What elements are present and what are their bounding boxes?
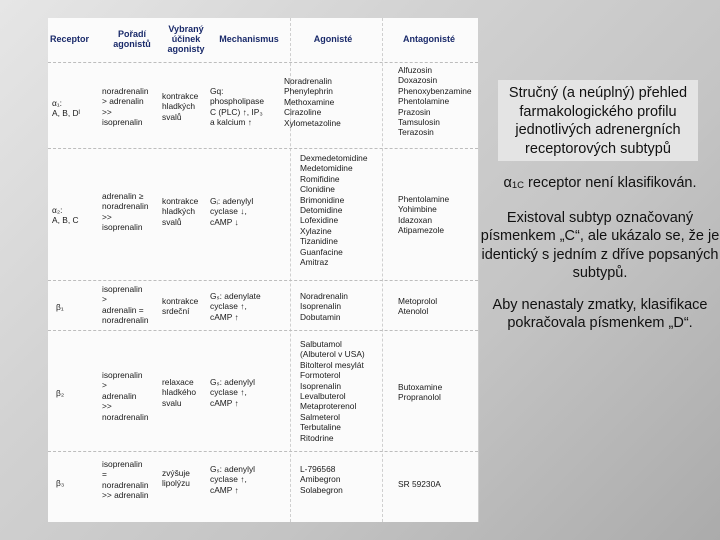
row4-antagonists: Butoxamine Propranolol bbox=[398, 382, 443, 403]
row1-order: noradrenalin > adrenalin >> isoprenalin bbox=[102, 86, 149, 128]
header-mechanism: Mechanismus bbox=[219, 34, 279, 44]
header-antagonists: Antagonisté bbox=[402, 34, 455, 44]
row2-agonists: Dexmedetomidine Medetomidine Romifidine Clonidine Brimonidine Detomidine Lofexidine Xylazine Tizanidine Guanfacine Amitraz bbox=[300, 153, 368, 268]
row2-effect: kontrakce hladkých svalů bbox=[162, 196, 199, 227]
alpha1c-text: receptor není klasifikován. bbox=[524, 175, 697, 191]
intro-note: Stručný (a neúplný) přehled farmakologického profilu jednotlivých adrenergních receptorových subtypů bbox=[498, 80, 698, 161]
row3-antagonists: Metoprolol Atenolol bbox=[398, 296, 438, 317]
row1-agonists: Noradrenalin Phenylephrin Methoxamine Cirazoline Xylometazoline bbox=[284, 76, 341, 128]
row3-agonists: Noradrenalin Isoprenalin Dobutamin bbox=[300, 291, 348, 322]
side-notes bbox=[480, 80, 720, 346]
subtype-c-note: Existoval subtyp označovaný písmenkem „C“, ale ukázalo se, že je identický s jedním z dříve popsaných subtypů. bbox=[480, 209, 720, 281]
row-divider bbox=[48, 451, 478, 452]
row-divider bbox=[48, 330, 478, 331]
header-order: Pořadí agonistů bbox=[113, 29, 151, 49]
row1-mechanism: Gq: phospholipase C (PLC) ↑, IP₃ a kalcium ↑ bbox=[210, 86, 265, 128]
alpha-subscript: 1C bbox=[511, 180, 525, 191]
row4-order: isoprenalin > adrenalin >> noradrenalin bbox=[102, 370, 149, 422]
row2-order: adrenalin ≥ noradrenalin >> isoprenalin bbox=[102, 191, 149, 233]
row-divider bbox=[48, 148, 478, 149]
row5-agonists: L-796568 Amibegron Solabegron bbox=[300, 464, 343, 495]
row5-effect: zvýšuje lipolýzu bbox=[162, 468, 190, 489]
row5-receptor: β₃ bbox=[56, 478, 65, 488]
row4-mechanism: Gₛ: adenylyl cyclase ↑, cAMP ↑ bbox=[210, 377, 256, 408]
row3-mechanism: Gₛ: adenylate cyclase ↑, cAMP ↑ bbox=[210, 291, 261, 322]
row3-order: isoprenalin > adrenalin = noradrenalin bbox=[102, 284, 149, 326]
row-divider bbox=[48, 62, 478, 63]
column-divider bbox=[382, 18, 383, 522]
alpha1c-note bbox=[480, 174, 720, 196]
row4-effect: relaxace hladkého svalu bbox=[162, 377, 196, 408]
receptor-table bbox=[48, 18, 479, 522]
header-effect: Vybraný účinek agonisty bbox=[167, 24, 205, 54]
row5-antagonists: SR 59230A bbox=[398, 479, 441, 489]
row1-effect: kontrakce hladkých svalů bbox=[162, 91, 199, 122]
row2-mechanism: Gᵢ: adenylyl cyclase ↓, cAMP ↓ bbox=[210, 196, 254, 227]
row2-receptor: α₂: A, B, C bbox=[52, 205, 79, 226]
alpha-symbol: α bbox=[503, 175, 512, 191]
row2-antagonists: Phentolamine Yohimbine Idazoxan Atipamezole bbox=[398, 194, 450, 236]
row1-antagonists: Alfuzosin Doxazosin Phenoxybenzamine Phentolamine Prazosin Tamsulosin Terazosin bbox=[398, 65, 472, 138]
row3-effect: kontrakce srdeční bbox=[162, 296, 199, 317]
subtype-d-note: Aby nenastaly zmatky, klasifikace pokračovala písmenkem „D“. bbox=[492, 296, 708, 331]
row5-order: isoprenalin = noradrenalin >> adrenalin bbox=[102, 459, 149, 501]
row4-receptor: β₂ bbox=[56, 388, 65, 398]
row4-agonists: Salbutamol (Albuterol v USA) Bitolterol mesylát Formoterol Isoprenalin Levalbuterol Metaproterenol Salmeterol Terbutaline Ritodrine bbox=[300, 339, 365, 443]
row1-receptor: α₁: A, B, Dᴵ bbox=[52, 98, 80, 119]
header-agonists: Agonisté bbox=[313, 34, 353, 44]
row5-mechanism: Gₛ: adenylyl cyclase ↑, cAMP ↑ bbox=[210, 464, 256, 495]
header-receptor: Receptor bbox=[50, 34, 90, 44]
row3-receptor: β₁ bbox=[56, 302, 64, 312]
row-divider bbox=[48, 280, 478, 281]
